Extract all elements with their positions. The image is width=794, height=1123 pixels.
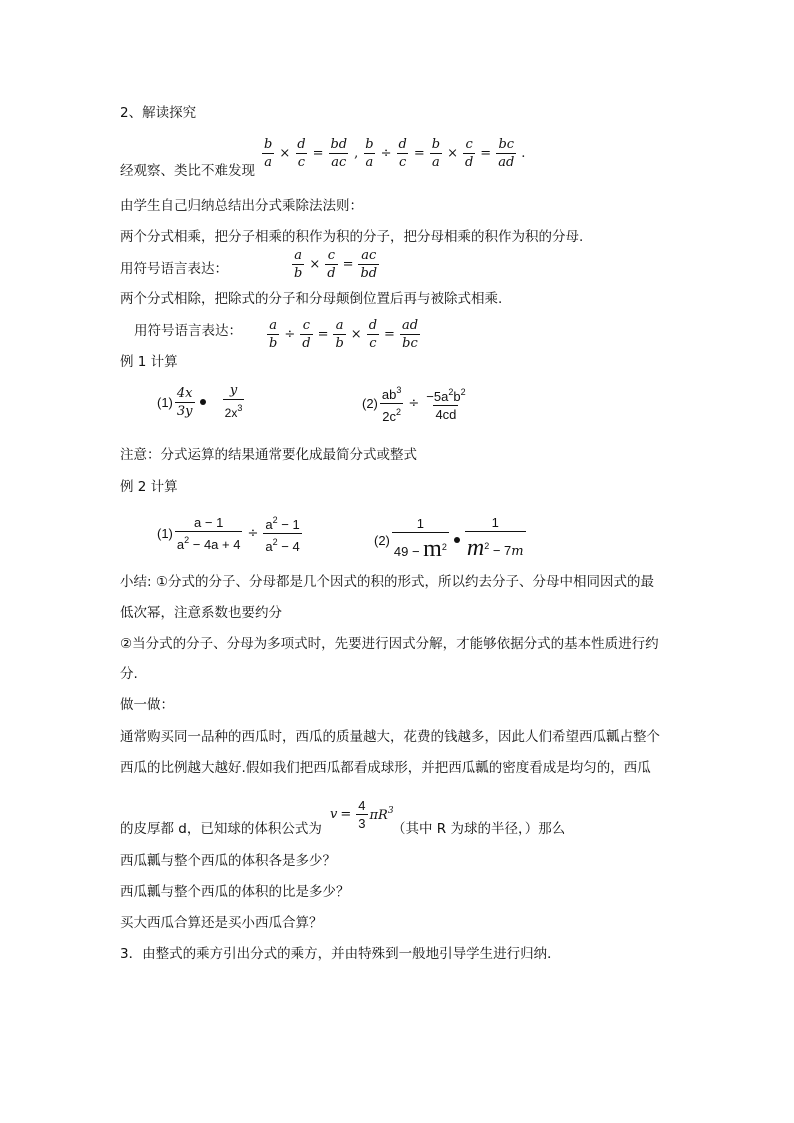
summary-line-1b: 低次幂，注意系数也要约分 <box>120 605 282 621</box>
example-2-part-1: (1) $\frac{a - 1}{a^2 - 4a + 4}$ ÷ $\frac{a^2 - 1}{a^2 - 4}$ <box>157 515 300 554</box>
induce-text: 由学生自己归纳总结出分式乘除法法则： <box>120 198 363 214</box>
summary-line-1a: 小结: ①分式的分子、分母都是几个因式的积的形式，所以约去分子、分母中相同因式的最 <box>120 574 654 590</box>
example-2-heading: 例 2 计算 <box>120 479 178 495</box>
divide-rule: 两个分式相除，把除式的分子和分母颠倒位置后再与被除式相乘. <box>120 291 503 307</box>
example-1-part-2: (2) $\frac{ab^3}{2c^2}$ ÷ $\frac{-5a^2b^2}{4cd}$ <box>362 385 466 424</box>
note-text: 注意：分式运算的结果通常要化成最简分式或整式 <box>120 447 417 463</box>
multiply-formula: $\frac{a}{b}$ × $\frac{c}{d}$ = $\frac{ac}{bd}$ <box>294 248 378 281</box>
question-3: 买大西瓜合算还是买小西瓜合算？ <box>120 915 323 931</box>
summary-line-2a: ②当分式的分子、分母为多项式时，先要进行因式分解，才能够依据分式的基本性质进行约 <box>120 636 659 652</box>
symbol-label-1: 用符号语言表达： <box>120 261 228 277</box>
example-2-part-2: (2) $\frac{1}{49 - m^2}$ $\frac{1}{m^2 - 7m}$ <box>374 515 528 565</box>
observe-text: 经观察、类比不难发现 <box>120 163 255 179</box>
melon-line-3-post: （其中 R 为球的半径，）那么 <box>392 821 566 837</box>
example-1-part-1: (1) $\frac{4x}{3y}$ $\frac{y}{2x^3}$ <box>157 383 243 420</box>
multiply-rule: 两个分式相乘，把分子相乘的积作为积的分子，把分母相乘的积作为积的分母. <box>120 229 584 245</box>
summary-line-2b: 分. <box>120 666 138 682</box>
try-heading: 做一做： <box>120 697 174 713</box>
melon-line-2: 西瓜的比例越大越好.假如我们把西瓜都看成球形，并把西瓜瓤的密度看成是均匀的，西瓜 <box>120 760 651 776</box>
section-2-heading: 2、解读探究 <box>120 105 197 121</box>
question-2: 西瓜瓤与整个西瓜的体积的比是多少？ <box>120 884 350 900</box>
observe-formula: $\frac{b}{a}$ × $\frac{d}{c}$ = $\frac{bd}{ac}$ , $\frac{b}{a}$ ÷ $\frac{d}{c}$ = $\frac{b}{a}$ × $\frac{c}{d}$ = $\frac{bc}{ad}$ . <box>264 137 526 170</box>
section-3-text: 3．由整式的乘方引出分式的乘方，并由特殊到一般地引导学生进行归纳． <box>120 946 561 962</box>
melon-line-3-pre: 的皮厚都 d，已知球的体积公式为 <box>120 821 322 837</box>
example-1-heading: 例 1 计算 <box>120 354 178 370</box>
question-1: 西瓜瓤与整个西瓜的体积各是多少？ <box>120 853 336 869</box>
sphere-volume-formula: v = $\frac{4}{3}$ $\pi R^3$ <box>330 798 394 831</box>
symbol-label-2: 用符号语言表达： <box>134 323 242 339</box>
divide-formula: $\frac{a}{b}$ ÷ $\frac{c}{d}$ = $\frac{a}{b}$ × $\frac{d}{c}$ = $\frac{ad}{bc}$ <box>269 318 419 351</box>
melon-line-1: 通常购买同一品种的西瓜时，西瓜的质量越大，花费的钱越多，因此人们希望西瓜瓤占整个 <box>120 729 660 745</box>
